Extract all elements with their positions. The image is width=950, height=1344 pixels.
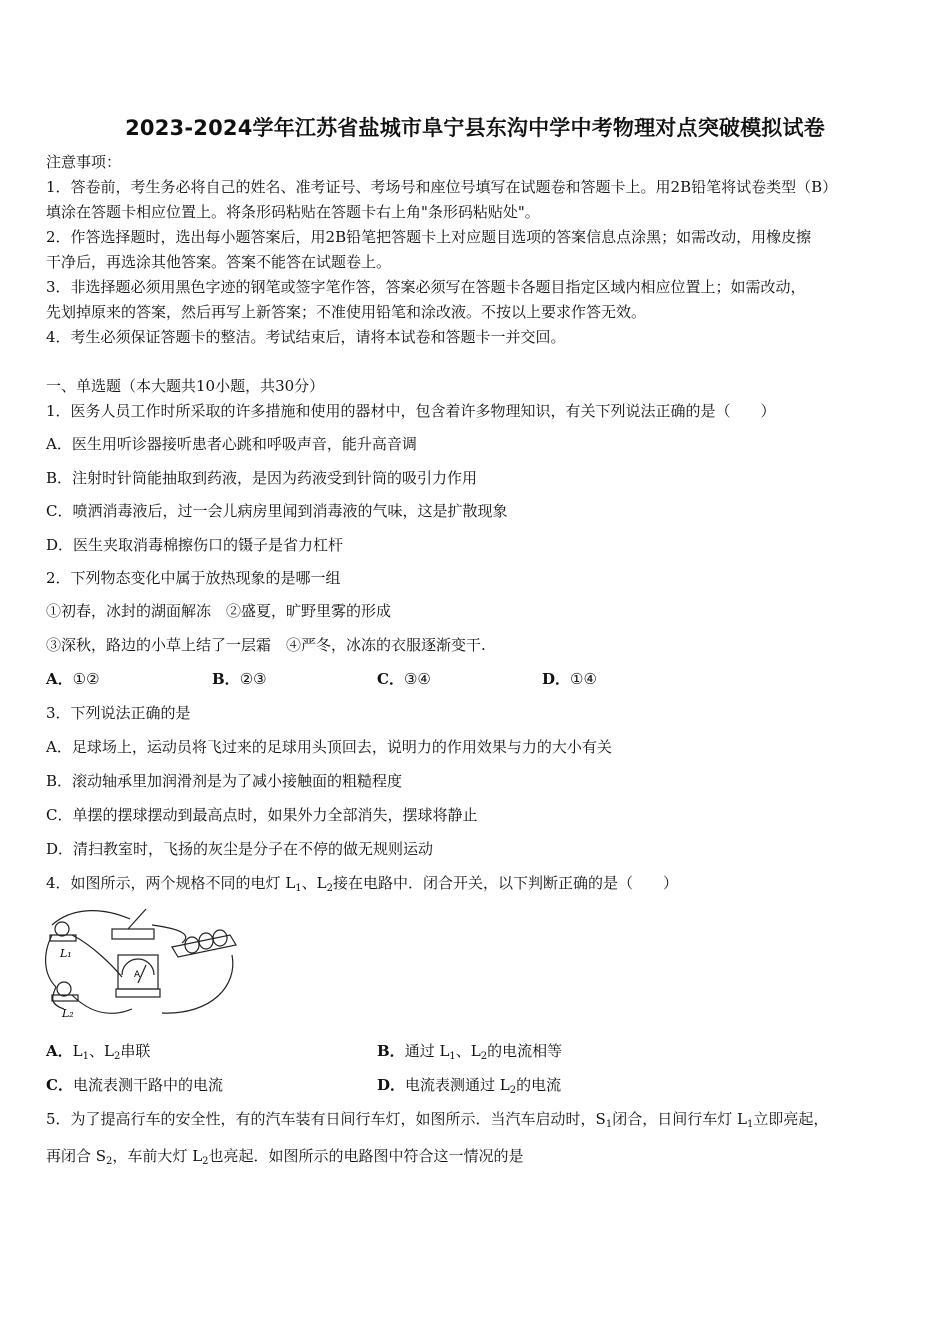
question-1-option-c: C．喷洒消毒液后，过一会儿病房里闻到消毒液的气味，这是扩散现象 <box>46 502 508 520</box>
circuit-figure <box>42 905 238 1033</box>
question-2-option-c: C．③④ <box>377 670 431 688</box>
notice-line: 先划掉原来的答案，然后再写上新答案；不准使用铅笔和涂改液。不按以上要求作答无效。 <box>46 303 647 321</box>
question-1-option-a: A．医生用听诊器接听患者心跳和呼吸声音，能升高音调 <box>46 435 417 453</box>
question-2-option-a: A．①② <box>46 670 100 688</box>
question-2-stem: 2．下列物态变化中属于放热现象的是哪一组 <box>46 569 341 587</box>
question-3-option-c: C．单摆的摆球摆动到最高点时，如果外力全部消失，摆球将静止 <box>46 806 478 824</box>
notice-line: 4．考生必须保证答题卡的整洁。考试结束后，请将本试卷和答题卡一并交回。 <box>46 328 566 346</box>
lamp-l2-icon <box>57 982 71 996</box>
question-3-option-d: D．清扫教室时，飞扬的灰尘是分子在不停的做无规则运动 <box>46 840 434 858</box>
question-4-option-a: A．$L_1$、$L_2$串联 <box>46 1042 151 1062</box>
lamp-l2-label: L₂ <box>62 1007 74 1020</box>
lamp-l1-label: L₁ <box>60 947 72 960</box>
question-1-option-d: D．医生夹取消毒棉擦伤口的镊子是省力杠杆 <box>46 536 344 554</box>
section-heading: 一、单选题（本大题共10小题，共30分） <box>46 377 325 395</box>
question-4-option-d: D．电流表测通过 $L_2$的电流 <box>377 1076 562 1096</box>
notice-line: 1．答卷前，考生务必将自己的姓名、准考证号、考场号和座位号填写在试题卷和答题卡上。用2B铅笔将试卷类型（B） <box>46 178 838 196</box>
question-2-option-b: B．②③ <box>212 670 267 688</box>
wire <box>46 935 56 987</box>
ammeter-label: A <box>134 970 141 980</box>
question-2-option-d: D．①④ <box>542 670 597 688</box>
question-5-stem-line-2: 再闭合 $S_2$，车前大灯 $L_2$也亮起．如图所示的电路图中符合这一情况的是 <box>46 1147 524 1167</box>
question-1-stem: 1．医务人员工作时所采取的许多措施和使用的器材中，包含着许多物理知识，有关下列说法正确的是（ ） <box>46 402 776 420</box>
switch-base <box>112 929 154 939</box>
question-4-option-b: B．通过 $L_1$、$L_2$的电流相等 <box>377 1042 563 1062</box>
battery-cell <box>185 937 199 953</box>
question-5-stem-line-1: 5．为了提高行车的安全性，有的汽车装有日间行车灯，如图所示．当汽车启动时，$S_1$闭合，日间行车灯 $L_1$立即亮起， <box>46 1110 829 1130</box>
wire <box>152 925 186 943</box>
switch-lever <box>128 909 146 929</box>
wire <box>72 935 122 977</box>
question-1-option-b: B．注射时针筒能抽取到药液，是因为药液受到针筒的吸引力作用 <box>46 469 478 487</box>
lamp-l1-icon <box>55 922 69 936</box>
page-title: 2023-2024学年江苏省盐城市阜宁县东沟中学中考物理对点突破模拟试卷 <box>125 116 825 140</box>
question-2-items-1: ①初春，冰封的湖面解冻 ②盛夏，旷野里雾的形成 <box>46 602 392 620</box>
question-3-stem: 3．下列说法正确的是 <box>46 704 191 722</box>
wire <box>162 955 233 1013</box>
notice-heading: 注意事项： <box>46 153 122 171</box>
notice-line: 填涂在答题卡相应位置上。将条形码粘贴在答题卡右上角"条形码粘贴处"。 <box>46 203 540 221</box>
wire <box>52 911 130 925</box>
wire <box>72 995 132 1013</box>
ammeter-base <box>116 989 160 997</box>
question-2-items-2: ③深秋，路边的小草上结了一层霜 ④严冬，冰冻的衣服逐渐变干. <box>46 636 486 654</box>
notice-line: 2．作答选择题时，选出每小题答案后，用2B铅笔把答题卡上对应题目选项的答案信息点涂黑；如需改动，用橡皮擦 <box>46 228 812 246</box>
question-4-stem: 4．如图所示，两个规格不同的电灯 $L_1$、$L_2$接在电路中．闭合开关，以下判断正确的是（ ） <box>46 874 679 894</box>
question-3-option-a: A．足球场上，运动员将飞过来的足球用头顶回去，说明力的作用效果与力的大小有关 <box>46 738 612 756</box>
question-4-option-c: C．电流表测干路中的电流 <box>46 1076 223 1094</box>
question-3-option-b: B．滚动轴承里加润滑剂是为了减小接触面的粗糙程度 <box>46 772 403 790</box>
notice-line: 3．非选择题必须用黑色字迹的钢笔或签字笔作答，答案必须写在答题卡各题目指定区域内相应位置上；如需改动， <box>46 278 806 296</box>
notice-line: 干净后，再选涂其他答案。答案不能答在试题卷上。 <box>46 253 392 271</box>
wire <box>53 987 64 1009</box>
